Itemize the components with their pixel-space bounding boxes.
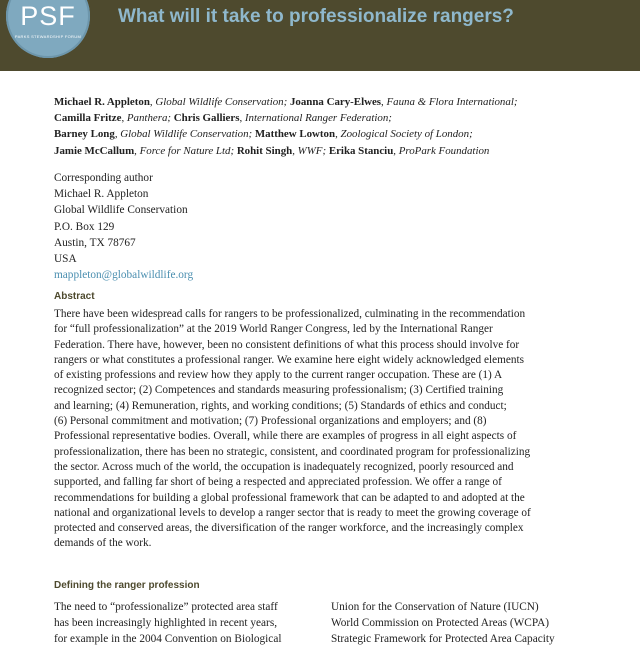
body-line: has been increasingly highlighted in recent years, (54, 617, 278, 629)
corresponding-org: Global Wildlife Conservation (54, 204, 188, 217)
author-affiliation: Fauna & Flora International; (386, 96, 518, 108)
abstract-line: There have been widespread calls for rangers to be professionalized, culminating in the recommendation (54, 308, 526, 320)
separator: , (292, 144, 298, 157)
author-affiliation: Global Wildlife Conservation; (155, 96, 288, 108)
abstract-line: recognized sector; (2) Competences and standards measuring professionalism; (3) Certified training (54, 384, 504, 397)
abstract-line: protected and conserved areas, the diversification of the ranger workforce, and the increasingly complex (54, 522, 524, 535)
separator: , (114, 128, 121, 141)
email-link[interactable]: mappleton@globalwildlife.org (54, 269, 194, 282)
author-name: Barney Long (54, 128, 115, 141)
section-heading: Defining the ranger profession (54, 580, 200, 591)
abstract-body (54, 307, 586, 552)
logo-text: PSF (20, 1, 76, 31)
author-line (54, 126, 614, 142)
author-affiliation: International Ranger Federation; (244, 112, 392, 125)
corresponding-heading: Corresponding author (54, 172, 153, 184)
article-title: What will it take to professionalize rangers? (118, 6, 514, 27)
corresponding-box: P.O. Box 129 (54, 220, 115, 233)
author-name: Chris Galliers (171, 112, 240, 125)
separator: , (149, 96, 156, 108)
author-list (54, 94, 614, 159)
corresponding-author (54, 170, 193, 283)
author-name: Joanna Cary-Elwes (287, 96, 382, 108)
corresponding-name: Michael R. Appleton (54, 188, 149, 201)
abstract-line: Professional representative bodies. Overall, while there are examples of progress in all eight aspects of (54, 430, 517, 443)
header-band (0, 0, 640, 71)
abstract-line: the sector. Across much of the world, the occupation is inadequately recognized, poorly resourced and (54, 460, 514, 473)
author-affiliation: Global Wildlife Conservation; (120, 128, 253, 141)
separator: , (335, 128, 341, 141)
separator: , (121, 112, 127, 125)
body-line: for example in the 2004 Convention on Biological (54, 633, 282, 645)
author-name: Rohit Singh (234, 144, 293, 157)
author-affiliation: Force for Nature Ltd; (139, 144, 235, 157)
author-line (54, 110, 614, 126)
separator: , (239, 112, 245, 125)
abstract-line: (6) Personal commitment and motivation; (7) Professional organizations and employers; and (8) (54, 415, 487, 428)
abstract-line: for “full professionalization” at the 2019 World Ranger Congress, led by the International Ranger (54, 323, 493, 336)
psf-logo (6, 0, 90, 58)
author-name: Michael R. Appleton (54, 96, 150, 108)
body-line: Strategic Framework for Protected Area Capacity (331, 633, 555, 645)
separator: , (134, 144, 140, 157)
abstract-line: professionalization, there has been no strategic, consistent, and coordinated program for professionalizing (54, 445, 531, 458)
abstract-line: recommendations for building a global professional framework that can be adapted to and adopted at the (54, 491, 525, 504)
author-name: Camilla Fritze (54, 112, 122, 125)
author-affiliation: WWF; (297, 144, 327, 157)
separator: , (381, 96, 387, 108)
body-line: Union for the Conservation of Nature (IUCN) (331, 601, 539, 613)
abstract-heading: Abstract (54, 291, 95, 302)
author-name: Jamie McCallum (54, 144, 135, 157)
author-affiliation: ProPark Foundation (398, 144, 490, 157)
author-affiliation: Panthera; (126, 112, 172, 125)
author-line (54, 94, 614, 110)
body-line: World Commission on Protected Areas (WCPA) (331, 617, 550, 629)
author-affiliation: Zoological Society of London; (340, 128, 473, 141)
abstract-line: supported, and falling far short of being a respected and appreciated profession. We offer a range of (54, 476, 502, 489)
body-line: The need to “professionalize” protected area staff (54, 601, 278, 613)
abstract-line: of existing professions and review how they apply to the current ranger occupation. These are (1) A (54, 369, 503, 382)
author-line (54, 143, 614, 159)
abstract-line: national and organizational levels to develop a ranger sector that is ready to meet the growing coverage of (54, 506, 531, 519)
abstract-line: and learning; (4) Remuneration, rights, and working conditions; (5) Standards of ethics and conduct; (54, 399, 507, 412)
author-name: Matthew Lowton (252, 128, 336, 141)
logo-subtext: PARKS STEWARDSHIP FORUM (14, 34, 82, 39)
abstract-line: demands of the work. (54, 537, 152, 550)
corresponding-city: Austin, TX 78767 (54, 236, 136, 249)
separator: , (393, 144, 399, 157)
author-name: Erika Stanciu (326, 144, 394, 157)
corresponding-country: USA (54, 253, 77, 266)
abstract-line: rangers or what constitutes a professional ranger. We examine here eight widely acknowledged elements (54, 353, 524, 366)
abstract-line: Federation. There have, however, been no consistent definitions of what this process should involve for (54, 338, 520, 351)
